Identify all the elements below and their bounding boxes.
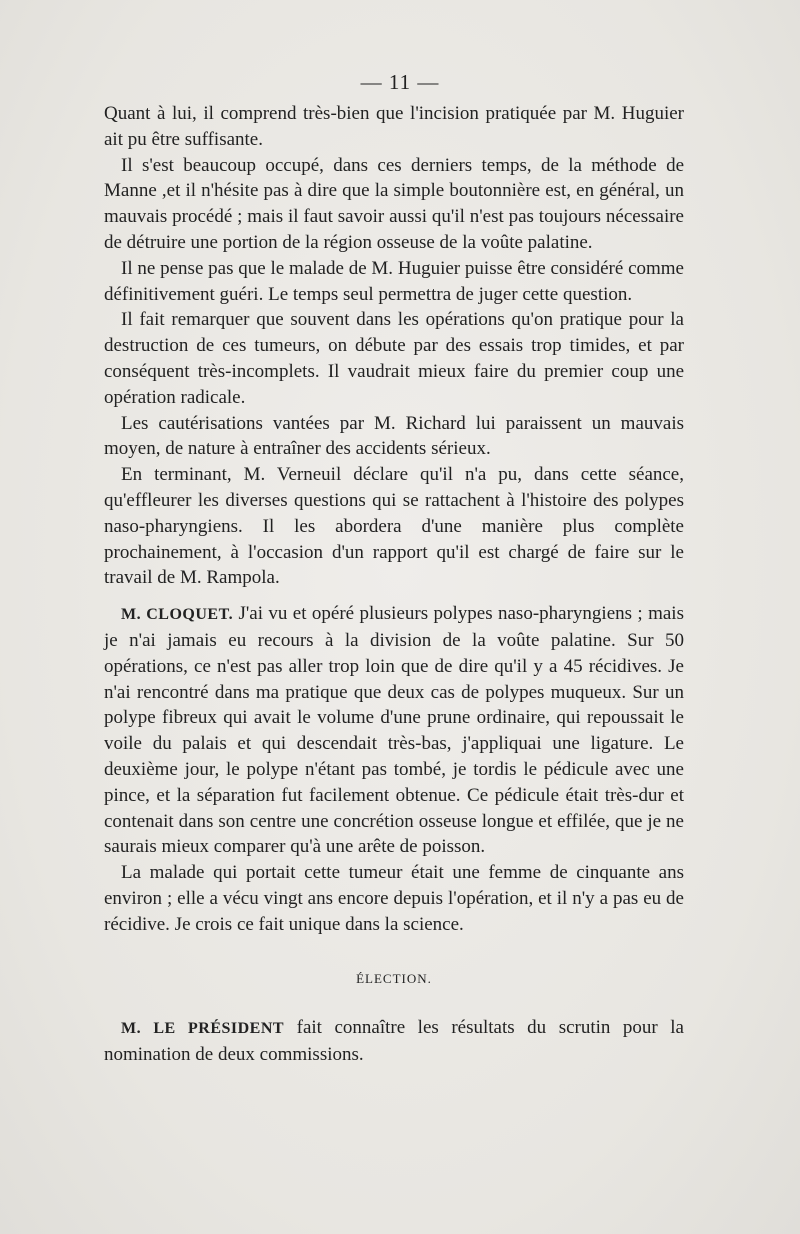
paragraph: Quant à lui, il comprend très-bien que l'incision pratiquée par M. Huguier ait pu être suffisante. [104, 103, 684, 150]
paragraph: Les cautérisations vantées par M. Richard lui paraissent un mauvais moyen, de nature à entraîner des accidents sérieux. [104, 412, 684, 460]
speaker-name: M. LE PRÉSIDENT [121, 1020, 285, 1038]
paragraph: Il fait remarquer que souvent dans les opérations qu'on pratique pour la destruction de ces tumeurs, on débute par des essais trop timides, et par conséquent très-incomplets. Il vaudrait mieux faire du premier coup une opération radicale. [104, 309, 684, 408]
president-paragraph [104, 1015, 684, 1068]
paragraph: Il ne pense pas que le malade de M. Huguier puisse être considéré comme définitivement guéri. Le temps seul permettra de juger cette question. [104, 257, 684, 305]
page-number: — 11 — [360, 70, 440, 94]
cloquet-paragraph [104, 601, 684, 860]
paragraph: En terminant, M. Verneuil déclare qu'il n'a pu, dans cette séance, qu'effleurer les diverses questions qui se rattachent à l'histoire des polypes naso-pharyngiens. Il les abordera d'une manière plus complète prochainement, à l'occasion d'un rapport qu'il est chargé de faire sur le travail de M. Rampola. [104, 464, 684, 589]
speech-text: fait connaître les résultats du scrutin pour la nomination de deux commissions. [104, 1017, 684, 1066]
body-text [104, 101, 684, 1068]
speech-text: J'ai vu et opéré plusieurs polypes naso-pharyngiens ; mais je n'ai jamais eu recours à la division de la voûte palatine. Sur 50 opérations, ce n'est pas aller trop loin que de dire qu'il y a 45 récidives. Je n'ai rencontré dans ma pratique que deux cas de polypes muqueux. Sur un polype fibreux qui avait le volume d'une prune ordinaire, qui repoussait le voile du palais et qui descendait très-bas, j'appliquai une ligature. Le deuxième jour, le polype n'étant pas tombé, je tordis le pédicule avec une pince, et la séparation fut facilement obtenue. Ce pédicule était très-dur et contenait dans son centre une concrétion osseuse longue et effilée, que je ne saurais mieux comparer qu'à une arête de poisson. [104, 603, 684, 858]
paragraph: La malade qui portait cette tumeur était une femme de cinquante ans environ ; elle a vécu vingt ans encore depuis l'opération, et il n'y a pas eu de récidive. Je crois ce fait unique dans la science. [104, 862, 684, 935]
speaker-name: M. CLOQUET. [121, 606, 234, 624]
paragraph: Il s'est beaucoup occupé, dans ces derniers temps, de la méthode de Manne ,et il n'hésite pas à dire que la simple boutonnière est, en général, un mauvais procédé ; mais il faut savoir aussi qu'il n'est pas toujours nécessaire de détruire une portion de la région osseuse de la voûte palatine. [104, 154, 684, 253]
section-heading: ÉLECTION. [356, 970, 432, 986]
